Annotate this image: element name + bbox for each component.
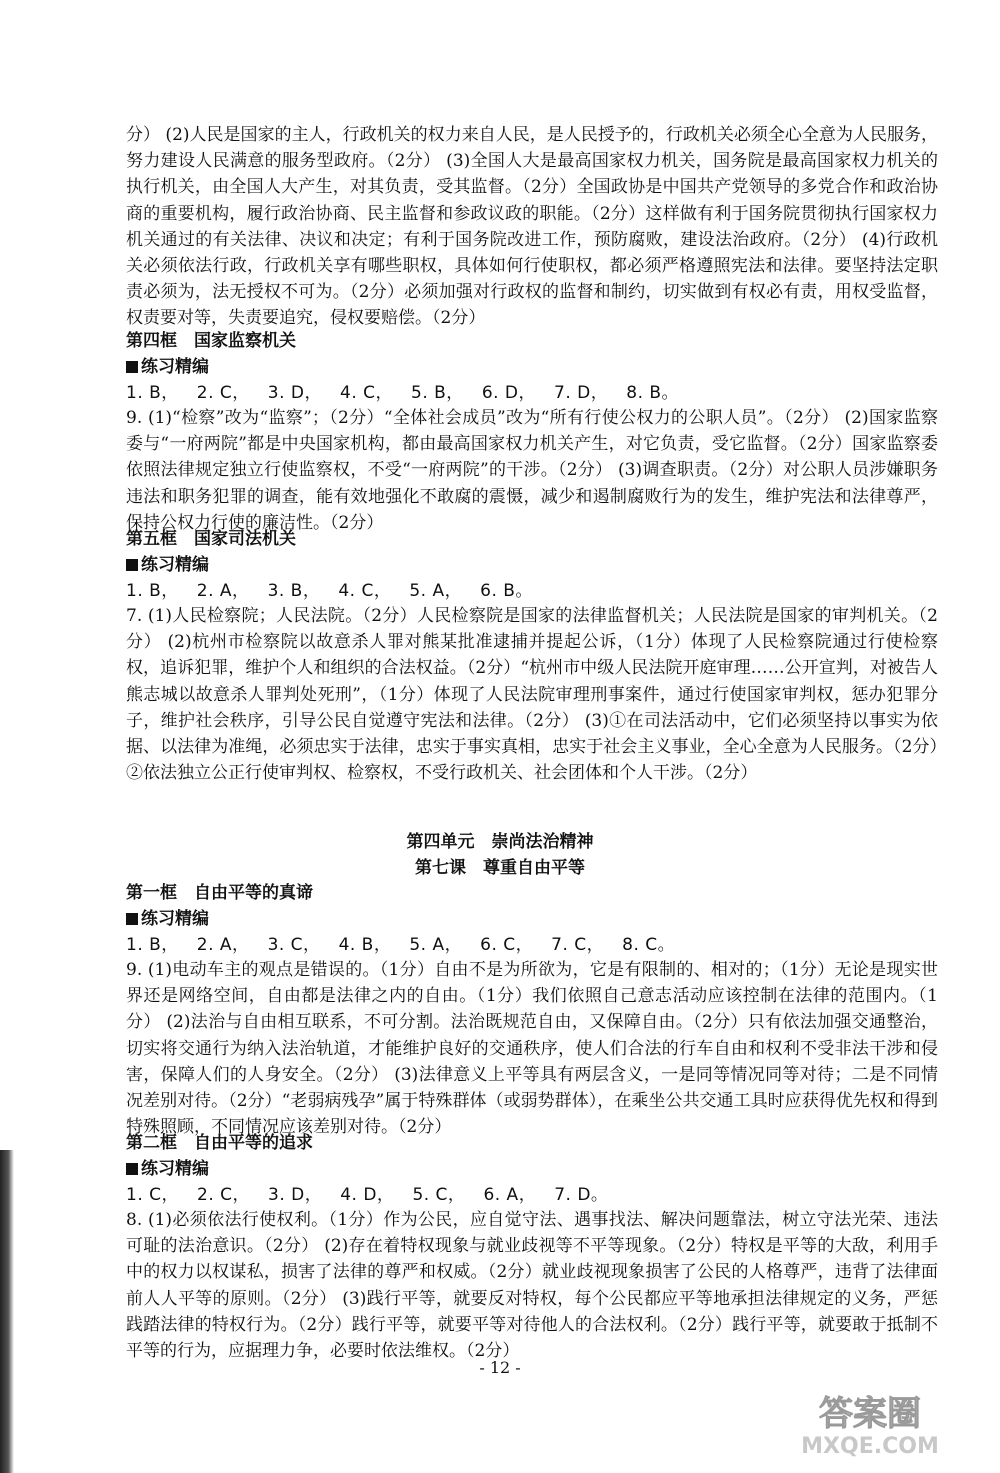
choice-answer: 4. D， bbox=[340, 1185, 395, 1205]
section-heading-4: 第四框 国家监察机关 bbox=[126, 331, 296, 351]
subheading-practice: 练习精编 bbox=[126, 354, 209, 380]
answer-paragraph-7-1 bbox=[126, 957, 938, 1140]
choice-answer: 6. A， bbox=[483, 1185, 537, 1205]
choice-answer: 3. C， bbox=[267, 935, 321, 955]
choice-answer: 4. B， bbox=[338, 935, 392, 955]
choice-answer: 6. C， bbox=[480, 935, 534, 955]
answer-paragraph-5 bbox=[126, 603, 938, 786]
scan-edge-shadow bbox=[0, 1150, 14, 1473]
choice-answer: 7. C， bbox=[551, 935, 605, 955]
choice-answers-7-2 bbox=[126, 1182, 626, 1208]
choice-answer: 1. B， bbox=[126, 581, 179, 601]
watermark-logo bbox=[780, 1385, 960, 1460]
paragraph-text: 9. (1)“检察”改为“监察”；（2分）“全体社会成员”改为“所有行使公权力的公职人员”。（2分） (2)国家监察委与“一府两院”都是中央国家机构，都由最高国家权力机关产生，对它负责，受它监督。（2分）国家监察委依照法律规定独立行使监察权，不受“一府两院”的干涉。（2分） (3)调查职责。（2分）对公职人员涉嫌职务违法和职务犯罪的调查，能有效地强化不敢腐的震慑，减少和遏制腐败行为的发生，维护宪法和法律尊严，保持公权力行使的廉洁性。（2分） bbox=[126, 408, 938, 533]
paragraph-text: 7. (1)人民检察院；人民法院。（2分）人民检察院是国家的法律监督机关；人民法院是国家的审判机关。（2分） (2)杭州市检察院以故意杀人罪对熊某批准逮捕并提起公诉，（1分）体现了人民检察院通过行使检察权，追诉犯罪，维护个人和组织的合法权益。（2分）“杭州市中级人民法院开庭审理……公开宣判，对被告人熊志城以故意杀人罪判处死刑”，（1分）体现了人民法院审理刑事案件，通过行使国家审判权，惩办犯罪分子，维护社会秩序，引导公民自觉遵守宪法和法律。（2分） (3)①在司法活动中，它们必须坚持以事实为依据、以法律为准绳，必须忠实于法律，忠实于事实真相，忠实于社会主义事业，全心全意为人民服务。（2分）②依法独立公正行使审判权、检察权，不受行政机关、社会团体和个人干涉。（2分） bbox=[126, 606, 938, 784]
paragraph-text: 8. (1)必须依法行使权利。（1分）作为公民，应自觉守法、遇事找法、解决问题靠法，树立守法光荣、违法可耻的法治意识。（2分） (2)存在着特权现象与就业歧视等不平等现象。（2分）特权是平等的大敌，利用手中的权力以权谋私，损害了法律的尊严和权威。（2分）就业歧视现象损害了公民的人格尊严，违背了法律面前人人平等的原则。（2分） (3)践行平等，就要反对特权，每个公民都应平等地承担法律规定的义务，严惩践踏法律的特权行为。（2分）践行平等，就要平等对待他人的合法权利。（2分）践行平等，就要敢于抵制不平等的行为，应据理力争，必要时依法维权。（2分） bbox=[126, 1210, 938, 1362]
choice-answer: 7. D， bbox=[554, 383, 609, 403]
answer-paragraph-section3 bbox=[126, 122, 938, 332]
page-number: - 12 - bbox=[479, 1358, 521, 1377]
choice-answer: 3. B， bbox=[267, 581, 321, 601]
paragraph-text: 9. (1)电动车主的观点是错误的。（1分）自由不是为所欲为，它是有限制的、相对的；（1分）无论是现实世界还是网络空间，自由都是法律之内的自由。（1分）我们依照自己意志活动应该控制在法律的范围内。（1分） (2)法治与自由相互联系，不可分割。法治既规范自由，又保障自由。（2分）只有依法加强交通整治，切实将交通行为纳入法治轨道，才能维护良好的交通秩序，使人们合法的行车自由和权利不受非法干涉和侵害，保障人们的人身安全。（2分） (3)法律意义上平等具有两层含义，一是同等情况同等对待；二是不同情况差别对待。（2分）“老弱病残孕”属于特殊群体（或弱势群体），在乘坐公共交通工具时应获得优先权和得到特殊照顾，不同情况应该差别对待。（2分） bbox=[126, 960, 938, 1138]
choice-answer: 7. D。 bbox=[554, 1185, 609, 1205]
paragraph-text: 分） (2)人民是国家的主人，行政机关的权力来自人民，是人民授予的，行政机关必须全心全意为人民服务，努力建设人民满意的服务型政府。（2分） (3)全国人大是最高国家权力机关，国务院是最高国家权力机关的执行机关，由全国人大产生，对其负责，受其监督。（2分）全国政协是中国共产党领导的多党合作和政治协商的重要机构，履行政治协商、民主监督和参政议政的职能。（2分）这样做有利于国务院贯彻执行国家权力机关通过的有关法律、决议和决定；有利于国务院改进工作，预防腐败，建设法治政府。（2分） (4)行政机关必须依法行政，行政机关享有哪些职权，具体如何行使职权，都必须严格遵照宪法和法律。要坚持法定职责必须为，法无授权不可为。（2分）必须加强对行政权的监督和制约，切实做到有权必有责，用权受监督，权责要对等，失责要追究，侵权要赔偿。（2分） bbox=[126, 125, 938, 329]
choice-answer: 5. B， bbox=[411, 383, 464, 403]
choice-answer: 5. A， bbox=[409, 935, 463, 955]
section-heading-5: 第五框 国家司法机关 bbox=[126, 529, 296, 549]
choice-answer: 6. D， bbox=[481, 383, 537, 403]
choice-answer: 2. C， bbox=[197, 1185, 250, 1205]
watermark-url: MXQE.COM bbox=[801, 1434, 939, 1459]
subheading-practice: 练习精编 bbox=[126, 1156, 209, 1182]
unit-title: 第四单元 崇尚法治精神 bbox=[406, 832, 594, 852]
section-heading-7-2: 第二框 自由平等的追求 bbox=[126, 1133, 313, 1153]
choice-answer: 3. D， bbox=[267, 383, 323, 403]
choice-answer: 2. A， bbox=[196, 581, 250, 601]
answer-paragraph-4 bbox=[126, 405, 938, 536]
subheading-practice: 练习精编 bbox=[126, 552, 209, 578]
section-heading-7-1: 第一框 自由平等的真谛 bbox=[126, 883, 313, 903]
choice-answer: 3. D， bbox=[268, 1185, 323, 1205]
choice-answer: 1. B， bbox=[126, 383, 179, 403]
choice-answer: 8. B。 bbox=[626, 383, 680, 403]
subheading-practice: 练习精编 bbox=[126, 906, 209, 932]
choice-answers-5 bbox=[126, 578, 551, 604]
choice-answer: 1. C， bbox=[126, 1185, 179, 1205]
choice-answers-7-1 bbox=[126, 932, 693, 958]
choice-answer: 2. A， bbox=[196, 935, 250, 955]
choice-answer: 4. C， bbox=[338, 581, 392, 601]
choice-answer: 4. C， bbox=[340, 383, 394, 403]
answer-paragraph-7-2 bbox=[126, 1207, 938, 1364]
watermark-logo-text: 答案圈 bbox=[819, 1394, 921, 1434]
choice-answer: 1. B， bbox=[126, 935, 179, 955]
choice-answers-4 bbox=[126, 380, 697, 406]
lesson-title: 第七课 尊重自由平等 bbox=[415, 858, 585, 878]
choice-answer: 6. B。 bbox=[480, 581, 533, 601]
choice-answer: 2. C， bbox=[196, 383, 250, 403]
choice-answer: 5. A， bbox=[409, 581, 463, 601]
choice-answer: 8. C。 bbox=[622, 935, 676, 955]
choice-answer: 5. C， bbox=[412, 1185, 466, 1205]
